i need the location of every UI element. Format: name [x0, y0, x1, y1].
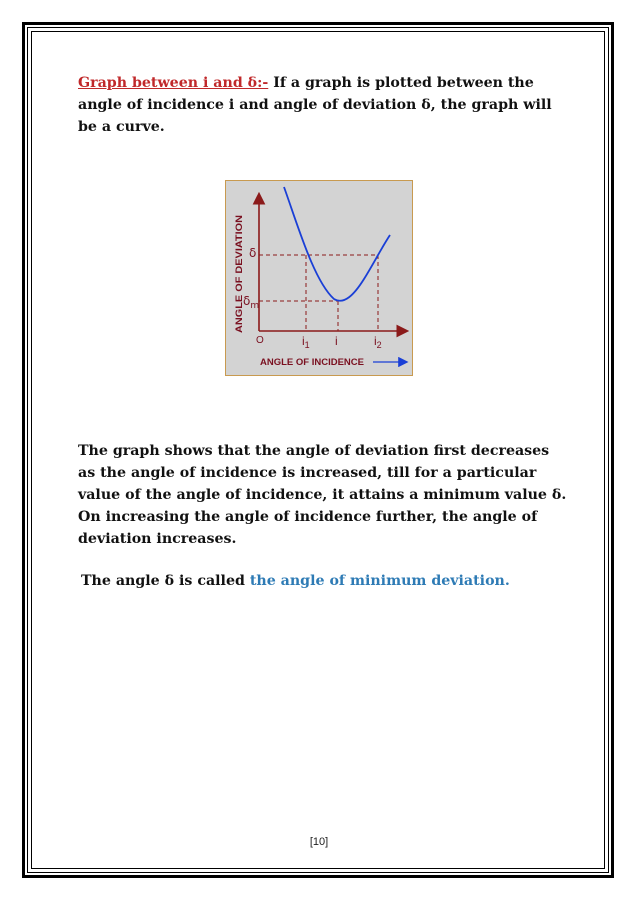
- page-number: [10]: [309, 836, 329, 848]
- definition-paragraph: [81, 570, 571, 592]
- delta-m-symbol: δ: [243, 294, 251, 308]
- section-heading: Graph between i and δ:-: [78, 75, 269, 91]
- delta-label: δ: [249, 246, 257, 260]
- explanation-paragraph: The graph shows that the angle of deviation first decreases as the angle of incidence is increased, till for a particular value of the angle of incidence, it attains a minimum value δ. On increasing the angle of incidence further, the angle of deviation increases.: [78, 443, 567, 547]
- i2-subscript: 2: [376, 340, 382, 350]
- deviation-graph-figure: [225, 180, 413, 376]
- y-axis-label: ANGLE OF DEVIATION: [234, 230, 245, 333]
- intro-text: If a graph is plotted between the angle of incidence i and angle of deviation δ, the graph will be a curve.: [78, 75, 552, 135]
- i-label: i: [335, 334, 338, 348]
- x-axis-label: ANGLE OF INCIDENCE: [260, 357, 364, 368]
- i1-subscript: 1: [304, 340, 310, 350]
- intro-paragraph: [78, 72, 568, 138]
- i1-symbol: i: [302, 334, 305, 348]
- i2-label: [374, 334, 382, 350]
- delta-m-label: [243, 294, 259, 311]
- i2-symbol: i: [374, 334, 377, 348]
- origin-label: O: [256, 335, 264, 346]
- deviation-curve: [284, 187, 390, 301]
- deviation-graph: [226, 181, 414, 377]
- minimum-deviation-term: the angle of minimum deviation.: [249, 573, 510, 589]
- definition-text: The angle δ is called: [81, 573, 250, 589]
- i1-label: [302, 334, 310, 350]
- delta-m-subscript: m: [250, 301, 260, 311]
